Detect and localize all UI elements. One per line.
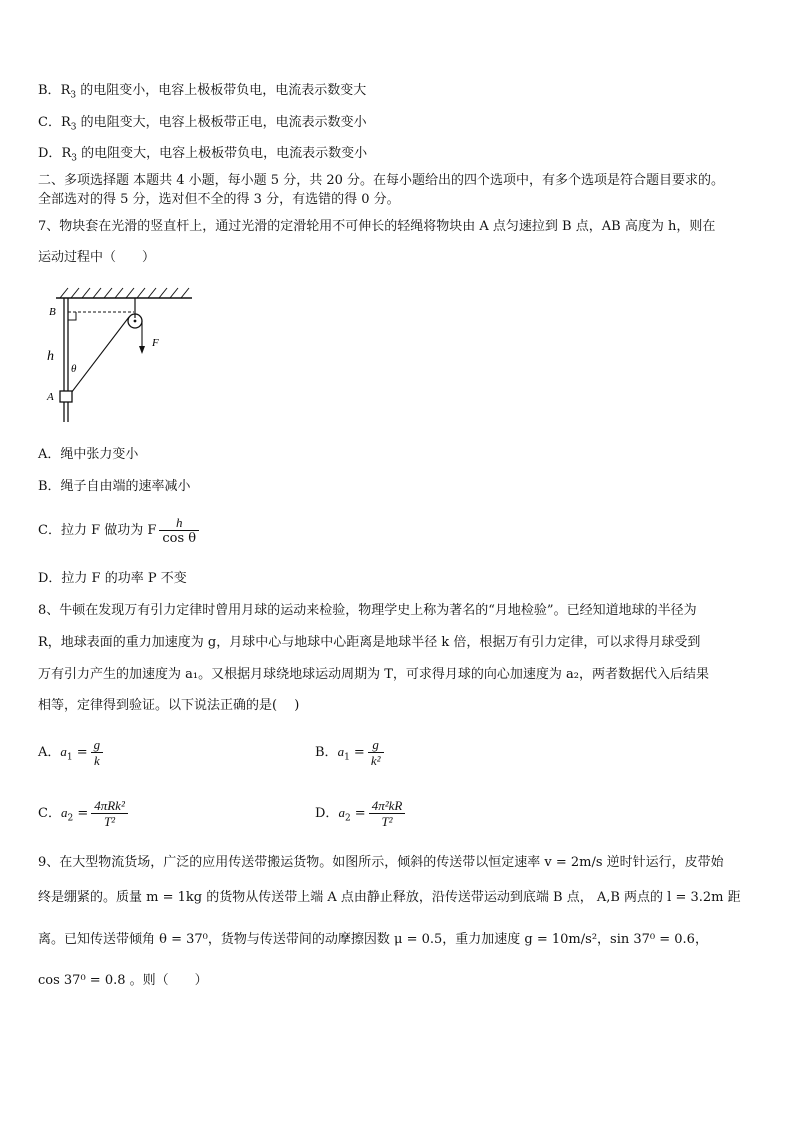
q8-stem-line3: 万有引力产生的加速度为 a₁。又根据月球绕地球运动周期为 T，可求得月球的向心加速度为 a₂，两者数据代入后结果: [38, 667, 709, 682]
label-b: B: [49, 306, 56, 318]
q8-option-d: D．$a_2$ = $\frac{\text{4π²kR}}{\text{T²}}$: [315, 796, 408, 836]
q6-option-c: C．$R_3$ 的电阻变大，电容上极板带正电，电流表示数变小: [38, 115, 367, 133]
label-theta: θ: [71, 363, 77, 375]
q8-option-b: B．$a_1$ = $\frac{g}{\text{k²}}$: [315, 735, 387, 775]
rope: [68, 317, 129, 397]
right-angle-mark: [68, 312, 76, 320]
block-a: [60, 391, 72, 402]
q8-stem-line2: R，地球表面的重力加速度为 g，月球中心与地球中心距离是地球半径 k 倍，根据万有引力定律，可以求得月球受到: [38, 635, 701, 650]
q9-stem-line3: 离。已知传送带倾角 θ = 37⁰，货物与传送带间的动摩擦因数 μ = 0.5，重力加速度 g = 10m/s²，sin 37⁰ = 0.6，: [38, 932, 708, 947]
q8-option-c: C．$a_2$ = $\frac{\text{4πRk²}}{\text{T²}}$: [38, 796, 131, 836]
q7-option-c: C．拉力 F 做功为 F $\frac{h}{\text{cos θ}}$: [38, 514, 202, 548]
q7-figure: [44, 284, 196, 424]
q9-stem-line1: 9、在大型物流货场，广泛的应用传送带搬运货物。如图所示，倾斜的传送带以恒定速率 v = 2m/s 逆时针运行，皮带始: [38, 855, 724, 870]
q9-stem-line4: cos 37⁰ = 0.8 。则（ ）: [38, 973, 208, 988]
q7-option-a: A．绳中张力变小: [38, 447, 139, 462]
q7-stem-line1: 7、物块套在光滑的竖直杆上，通过光滑的定滑轮用不可伸长的轻绳将物块由 A 点匀速拉到 B 点，AB 高度为 h，则在: [38, 219, 716, 234]
q8-stem-line4: 相等，定律得到验证。以下说法正确的是( ): [38, 698, 300, 713]
label-a: A: [47, 391, 54, 403]
q8-option-a: A．$a_1$ = $\frac{g}{k}$: [38, 735, 106, 775]
q8-stem-line1: 8、牛顿在发现万有引力定律时曾用月球的运动来检验，物理学史上称为著名的“月地检验”。已经知道地球的半径为: [38, 603, 697, 618]
section2-rule: 全部选对的得 5 分，选对但不全的得 3 分，有选错的得 0 分。: [38, 192, 400, 207]
q6-option-d: D．$R_3$ 的电阻变大，电容上极板带负电，电流表示数变小: [38, 146, 368, 164]
q9-stem-line2: 终是绷紧的。质量 m = 1kg 的货物从传送带上端 A 点由静止释放，沿传送带运动到底端 B 点， A,B 两点的 l = 3.2m 距: [38, 890, 741, 905]
label-h: h: [47, 349, 54, 364]
q7-stem-line2: 运动过程中（ ）: [38, 250, 156, 265]
section2-heading: 二、多项选择题 本题共 4 小题，每小题 5 分，共 20 分。在每小题给出的四个选项中，有多个选项是符合题目要求的。: [38, 173, 725, 188]
ceiling-hatch: [60, 288, 189, 298]
q7-option-d: D．拉力 F 的功率 P 不变: [38, 571, 187, 586]
q6-option-b: B．$R_3$ 的电阻变小，电容上极板带负电，电流表示数变大: [38, 83, 367, 101]
q7-option-b: B．绳子自由端的速率减小: [38, 479, 191, 494]
label-f: F: [152, 337, 159, 349]
